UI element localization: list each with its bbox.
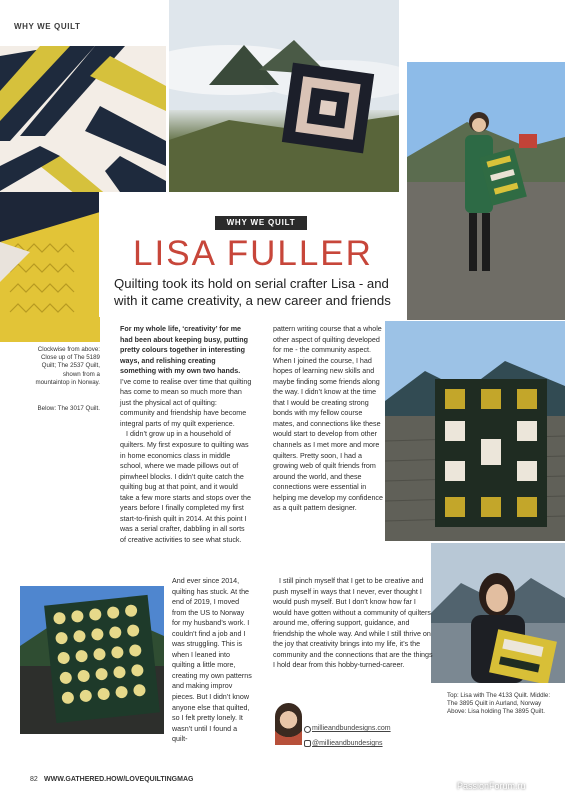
author-avatar: [275, 703, 302, 745]
mountaintop-quilt-photo: [169, 0, 399, 192]
paragraph-3: And ever since 2014, quilting has stuck. At the end of 2019, I moved from the US to Norway for my husband’s work. I couldn’t find a job and I was struggling. This is when I leaned into quilting a little more, creating my own patterns and making improv pieces. But I didn’t know anyone else that quilted, so I felt pretty lonely. It wasn’t until I found a quilt-: [172, 577, 252, 744]
footer-url[interactable]: WWW.GATHERED.HOW/LOVEQUILTINGMAG: [44, 776, 194, 783]
globe-icon: [304, 726, 311, 733]
instagram-link[interactable]: @millieandbundesigns: [312, 740, 383, 747]
lead-paragraph: For my whole life, ‘creativity’ for me had been about keeping busy, putting pretty colours together in interesting ways, and relishing creating something with my own two hands.: [120, 325, 249, 376]
caption-left-bottom: Below: The 3017 Quilt.: [37, 405, 100, 412]
page-number: 82: [30, 776, 38, 783]
body-column-2-continued: [273, 576, 433, 671]
article-headline: LISA FULLER: [133, 234, 373, 273]
quilt-closeup-photo: [0, 46, 166, 206]
lisa-holding-quilt-photo: [431, 543, 565, 683]
caption-right: Top: Lisa with The 4133 Quilt. Middle: The 3895 Quilt in Aurland, Norway Above: Lisa holding The 3895 Quilt.: [447, 692, 551, 716]
standfirst: Quilting took its hold on serial crafter Lisa - and with it came creativity, a new career and friends: [114, 276, 391, 308]
watermark: PassionForum.ru: [457, 781, 526, 791]
paragraph-5: I still pinch myself that I get to be creative and push myself in ways that I never, ever thought I would push myself. But I don’t know how far I would have gotten without a community of quilters around me, offering support, guidance, and friendship the whole way. And while I still thrive on the joy that creativity brings into my life, it’s the community and the connections that are the things I hold dear from this hobby-turned-career.: [273, 577, 433, 670]
body-column-2: [273, 324, 383, 514]
section-badge: WHY WE QUILT: [215, 216, 307, 230]
website-link[interactable]: millieandbundesigns.com: [312, 725, 391, 732]
body-column-1: [120, 324, 252, 545]
quilt-3017-photo: [0, 192, 100, 342]
paragraph-1-rest: I’ve come to realise over time that quilting has come to mean so much more than just the physical act of quilting: community and friendship have become integral parts of my quilt experience.: [120, 377, 252, 428]
body-column-1-continued: [172, 576, 254, 745]
section-tag: WHY WE QUILT: [14, 22, 81, 31]
quilt-3895-pier-photo: [385, 321, 565, 541]
lisa-with-quilt-photo: [407, 62, 565, 320]
paragraph-4: pattern writing course that a whole other aspect of quilting developed for me - the community aspect. When I joined the course, I had hopes of learning new skills and maybe finding some friends along the way. I didn’t know at the time that I would be creating strong bonds with my fellow course mates, and connections like these would start to develop from other channels as I met more and more quilters. Pretty soon, I had a growing web of quilt friends from around the world, and these connections were essential in helping me develop my confidence as a quilt pattern designer.: [273, 325, 383, 513]
paragraph-2: I didn’t grow up in a household of quilters. My first exposure to quilting was in home economics class in middle school, where we made pillows out of pinwheel blocks. I didn’t quite catch the quilting bug at that point, and it would take a few more starts and stops over the years before I finally completed my first start-to-finish quilt in 2014. At this point I was a serial crafter, dabbling in all sorts of creative activities to see what stuck.: [120, 430, 251, 544]
quilt-4133-rocks-photo: [20, 586, 164, 734]
instagram-icon: [304, 740, 311, 747]
caption-left-top: Clockwise from above: Close up of The 5189 Quilt; The 2537 Quilt, shown from a mountaintop in Norway.: [35, 346, 100, 386]
